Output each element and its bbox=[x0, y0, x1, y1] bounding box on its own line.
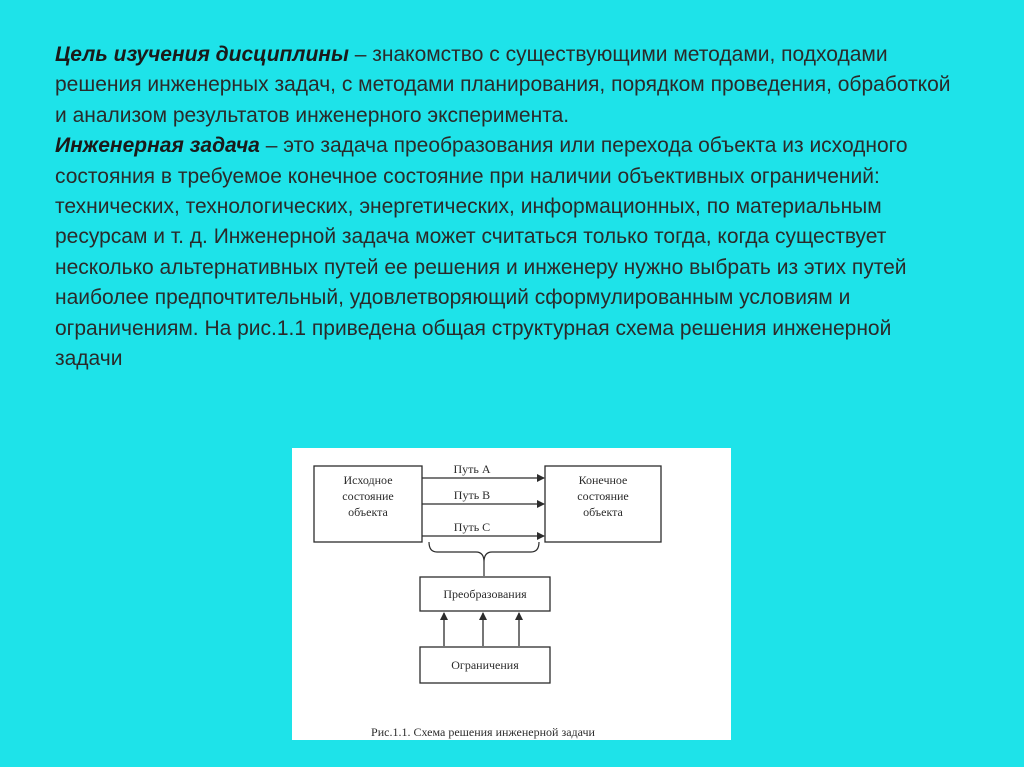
path-c-label: Путь С bbox=[453, 520, 491, 534]
target-label-line2: состояние bbox=[577, 489, 629, 503]
goal-definition: – знакомство с существующими методами, подходами решения инженерных задач, с методами планирования, порядком проведения, обработкой и анализом результатов инженерного эксперимента. bbox=[55, 43, 951, 127]
paths-brace bbox=[429, 542, 539, 562]
figure-caption: Рис.1.1. Схема решения инженерной задачи bbox=[371, 725, 595, 739]
figure-solution-scheme bbox=[292, 448, 731, 740]
engineering-task-definition: – это задача преобразования или перехода объекта из исходного состояния в требуемое конечное состояние при наличии объективных ограничений: технических, технологических, энергетических, информационных, по материальным ресурсам и т. д. Инженерной задача может считаться только тогда, когда существует несколько альтернативных путей ее решения и инженеру нужно выбрать из этих путей наиболее предпочтительный, удовлетворяющий сформулированным условиям и ограничениям. На рис.1.1 приведена общая структурная схема решения инженерной задачи bbox=[55, 134, 908, 371]
path-b-label: Путь В bbox=[453, 488, 491, 502]
slide-text bbox=[55, 40, 955, 374]
target-label-line1: Конечное bbox=[578, 473, 628, 487]
constraints-label: Ограничения bbox=[451, 658, 519, 672]
term-goal: Цель изучения дисциплины bbox=[55, 43, 349, 66]
source-label-line2: состояние bbox=[342, 489, 394, 503]
paragraph-engineering-task bbox=[55, 131, 955, 374]
source-label-line3: объекта bbox=[348, 505, 388, 519]
path-a-label: Путь А bbox=[453, 462, 491, 476]
target-label-line3: объекта bbox=[583, 505, 623, 519]
term-engineering-task: Инженерная задача bbox=[55, 134, 260, 158]
diagram-svg bbox=[292, 448, 731, 740]
transformations-label: Преобразования bbox=[443, 587, 527, 601]
paragraph-goal bbox=[55, 40, 955, 131]
source-label-line1: Исходное bbox=[343, 473, 393, 487]
